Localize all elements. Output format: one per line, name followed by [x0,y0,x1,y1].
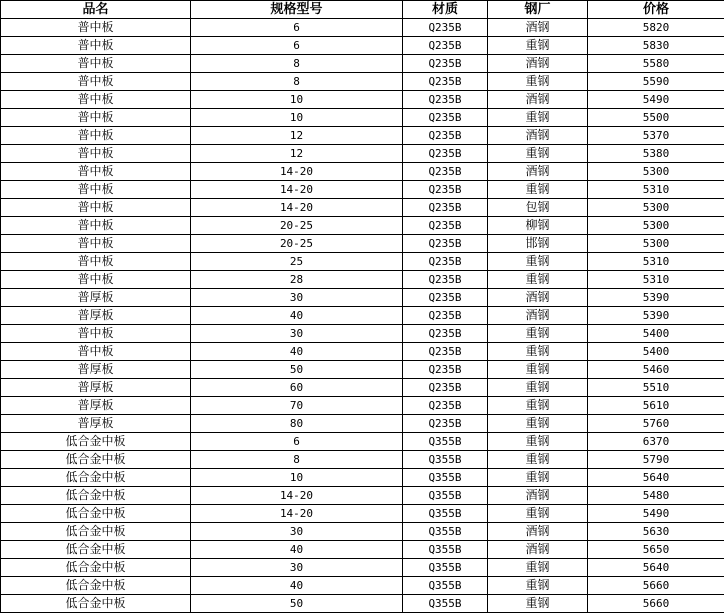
specification-cell: 10 [191,469,403,487]
table-row [1,217,724,235]
steel-mill-cell: 重钢 [488,559,588,577]
steel-mill-cell: 重钢 [488,325,588,343]
steel-mill-cell: 柳钢 [488,217,588,235]
specification-cell: 12 [191,127,403,145]
table-row [1,469,724,487]
table-row [1,307,724,325]
specification-cell: 50 [191,361,403,379]
product-name-cell: 普厚板 [1,307,191,325]
price-cell: 5640 [588,559,724,577]
product-name-cell: 普中板 [1,19,191,37]
price-cell: 5580 [588,55,724,73]
material-cell: Q235B [403,181,488,199]
header-price: 价格 [588,1,724,19]
price-cell: 5300 [588,235,724,253]
material-cell: Q355B [403,559,488,577]
header-material: 材质 [403,1,488,19]
product-name-cell: 低合金中板 [1,505,191,523]
specification-cell: 6 [191,433,403,451]
specification-cell: 14-20 [191,181,403,199]
steel-mill-cell: 重钢 [488,379,588,397]
price-cell: 5660 [588,577,724,595]
table-row [1,37,724,55]
steel-mill-cell: 酒钢 [488,307,588,325]
price-cell: 5590 [588,73,724,91]
steel-mill-cell: 重钢 [488,469,588,487]
steel-mill-cell: 酒钢 [488,289,588,307]
specification-cell: 14-20 [191,487,403,505]
specification-cell: 50 [191,595,403,613]
steel-mill-cell: 酒钢 [488,523,588,541]
product-name-cell: 普中板 [1,325,191,343]
specification-cell: 6 [191,37,403,55]
steel-mill-cell: 重钢 [488,145,588,163]
material-cell: Q235B [403,325,488,343]
table-row [1,361,724,379]
steel-mill-cell: 重钢 [488,343,588,361]
steel-mill-cell: 重钢 [488,271,588,289]
material-cell: Q355B [403,487,488,505]
material-cell: Q235B [403,379,488,397]
table-row [1,523,724,541]
price-cell: 5830 [588,37,724,55]
specification-cell: 8 [191,55,403,73]
specification-cell: 10 [191,109,403,127]
product-name-cell: 低合金中板 [1,595,191,613]
table-row [1,559,724,577]
header-product-name: 品名 [1,1,191,19]
material-cell: Q235B [403,163,488,181]
product-name-cell: 普中板 [1,127,191,145]
price-cell: 5630 [588,523,724,541]
steel-mill-cell: 酒钢 [488,91,588,109]
price-cell: 5510 [588,379,724,397]
material-cell: Q235B [403,217,488,235]
product-name-cell: 普中板 [1,253,191,271]
price-cell: 5380 [588,145,724,163]
material-cell: Q355B [403,433,488,451]
product-name-cell: 普中板 [1,217,191,235]
price-cell: 5400 [588,343,724,361]
material-cell: Q235B [403,19,488,37]
specification-cell: 10 [191,91,403,109]
steel-mill-cell: 重钢 [488,433,588,451]
price-cell: 5650 [588,541,724,559]
product-name-cell: 低合金中板 [1,433,191,451]
material-cell: Q355B [403,541,488,559]
product-name-cell: 普厚板 [1,397,191,415]
steel-mill-cell: 邯钢 [488,235,588,253]
product-name-cell: 低合金中板 [1,523,191,541]
price-cell: 5400 [588,325,724,343]
material-cell: Q235B [403,37,488,55]
table-row [1,271,724,289]
specification-cell: 25 [191,253,403,271]
material-cell: Q355B [403,469,488,487]
header-steel-mill: 钢厂 [488,1,588,19]
product-name-cell: 低合金中板 [1,559,191,577]
product-name-cell: 普中板 [1,55,191,73]
product-name-cell: 普中板 [1,199,191,217]
price-cell: 5390 [588,307,724,325]
specification-cell: 40 [191,307,403,325]
price-cell: 5610 [588,397,724,415]
product-name-cell: 普中板 [1,37,191,55]
specification-cell: 40 [191,577,403,595]
material-cell: Q355B [403,505,488,523]
material-cell: Q355B [403,523,488,541]
table-row [1,199,724,217]
price-cell: 5660 [588,595,724,613]
specification-cell: 14-20 [191,505,403,523]
steel-mill-cell: 重钢 [488,73,588,91]
material-cell: Q235B [403,271,488,289]
table-body [1,19,724,613]
price-cell: 5310 [588,181,724,199]
product-name-cell: 普中板 [1,181,191,199]
product-name-cell: 普厚板 [1,379,191,397]
steel-mill-cell: 重钢 [488,505,588,523]
product-name-cell: 普中板 [1,73,191,91]
price-cell: 5490 [588,91,724,109]
table-row [1,505,724,523]
material-cell: Q235B [403,289,488,307]
specification-cell: 8 [191,451,403,469]
product-name-cell: 低合金中板 [1,541,191,559]
product-name-cell: 低合金中板 [1,469,191,487]
specification-cell: 60 [191,379,403,397]
steel-mill-cell: 重钢 [488,397,588,415]
table-row [1,91,724,109]
specification-cell: 80 [191,415,403,433]
steel-mill-cell: 重钢 [488,253,588,271]
steel-mill-cell: 重钢 [488,595,588,613]
product-name-cell: 普中板 [1,271,191,289]
table-row [1,487,724,505]
price-cell: 5480 [588,487,724,505]
steel-mill-cell: 酒钢 [488,127,588,145]
product-name-cell: 普厚板 [1,289,191,307]
specification-cell: 30 [191,523,403,541]
steel-mill-cell: 重钢 [488,451,588,469]
price-cell: 5310 [588,271,724,289]
specification-cell: 30 [191,559,403,577]
steel-mill-cell: 重钢 [488,415,588,433]
material-cell: Q235B [403,307,488,325]
product-name-cell: 低合金中板 [1,451,191,469]
product-name-cell: 普中板 [1,91,191,109]
product-name-cell: 普中板 [1,235,191,253]
table-row [1,379,724,397]
material-cell: Q235B [403,235,488,253]
price-cell: 5490 [588,505,724,523]
table-row [1,325,724,343]
specification-cell: 6 [191,19,403,37]
table-row [1,577,724,595]
specification-cell: 30 [191,289,403,307]
product-name-cell: 普中板 [1,343,191,361]
steel-mill-cell: 酒钢 [488,487,588,505]
price-cell: 5300 [588,199,724,217]
specification-cell: 40 [191,343,403,361]
material-cell: Q235B [403,145,488,163]
specification-cell: 20-25 [191,235,403,253]
product-name-cell: 低合金中板 [1,487,191,505]
specification-cell: 12 [191,145,403,163]
material-cell: Q235B [403,397,488,415]
table-row [1,163,724,181]
price-cell: 5790 [588,451,724,469]
price-cell: 5300 [588,163,724,181]
table-row [1,109,724,127]
steel-mill-cell: 重钢 [488,361,588,379]
table-row [1,451,724,469]
material-cell: Q235B [403,127,488,145]
price-cell: 5820 [588,19,724,37]
price-cell: 5300 [588,217,724,235]
header-specification: 规格型号 [191,1,403,19]
table-row [1,397,724,415]
product-name-cell: 普厚板 [1,415,191,433]
price-cell: 5390 [588,289,724,307]
table-row [1,55,724,73]
steel-mill-cell: 包钢 [488,199,588,217]
table-row [1,253,724,271]
price-cell: 5640 [588,469,724,487]
table-row [1,181,724,199]
product-name-cell: 低合金中板 [1,577,191,595]
price-cell: 5460 [588,361,724,379]
steel-mill-cell: 重钢 [488,181,588,199]
table-row [1,73,724,91]
specification-cell: 8 [191,73,403,91]
material-cell: Q235B [403,73,488,91]
table-row [1,19,724,37]
table-row [1,415,724,433]
steel-mill-cell: 酒钢 [488,55,588,73]
product-name-cell: 普厚板 [1,361,191,379]
table-row [1,145,724,163]
specification-cell: 28 [191,271,403,289]
product-name-cell: 普中板 [1,109,191,127]
price-cell: 6370 [588,433,724,451]
material-cell: Q235B [403,343,488,361]
specification-cell: 14-20 [191,163,403,181]
steel-mill-cell: 酒钢 [488,163,588,181]
material-cell: Q235B [403,415,488,433]
material-cell: Q235B [403,199,488,217]
price-cell: 5310 [588,253,724,271]
price-cell: 5760 [588,415,724,433]
material-cell: Q355B [403,595,488,613]
price-cell: 5500 [588,109,724,127]
product-name-cell: 普中板 [1,163,191,181]
material-cell: Q235B [403,361,488,379]
material-cell: Q235B [403,109,488,127]
table-row [1,541,724,559]
specification-cell: 40 [191,541,403,559]
material-cell: Q355B [403,451,488,469]
table-row [1,235,724,253]
material-cell: Q235B [403,253,488,271]
price-cell: 5370 [588,127,724,145]
table-row [1,127,724,145]
table-row [1,289,724,307]
specification-cell: 14-20 [191,199,403,217]
specification-cell: 70 [191,397,403,415]
steel-mill-cell: 酒钢 [488,19,588,37]
header-row [1,1,724,19]
product-name-cell: 普中板 [1,145,191,163]
specification-cell: 20-25 [191,217,403,235]
specification-cell: 30 [191,325,403,343]
table-row [1,343,724,361]
steel-mill-cell: 重钢 [488,577,588,595]
table-row [1,433,724,451]
steel-mill-cell: 重钢 [488,37,588,55]
material-cell: Q235B [403,91,488,109]
steel-mill-cell: 酒钢 [488,541,588,559]
steel-mill-cell: 重钢 [488,109,588,127]
material-cell: Q355B [403,577,488,595]
material-cell: Q235B [403,55,488,73]
table-row [1,595,724,613]
